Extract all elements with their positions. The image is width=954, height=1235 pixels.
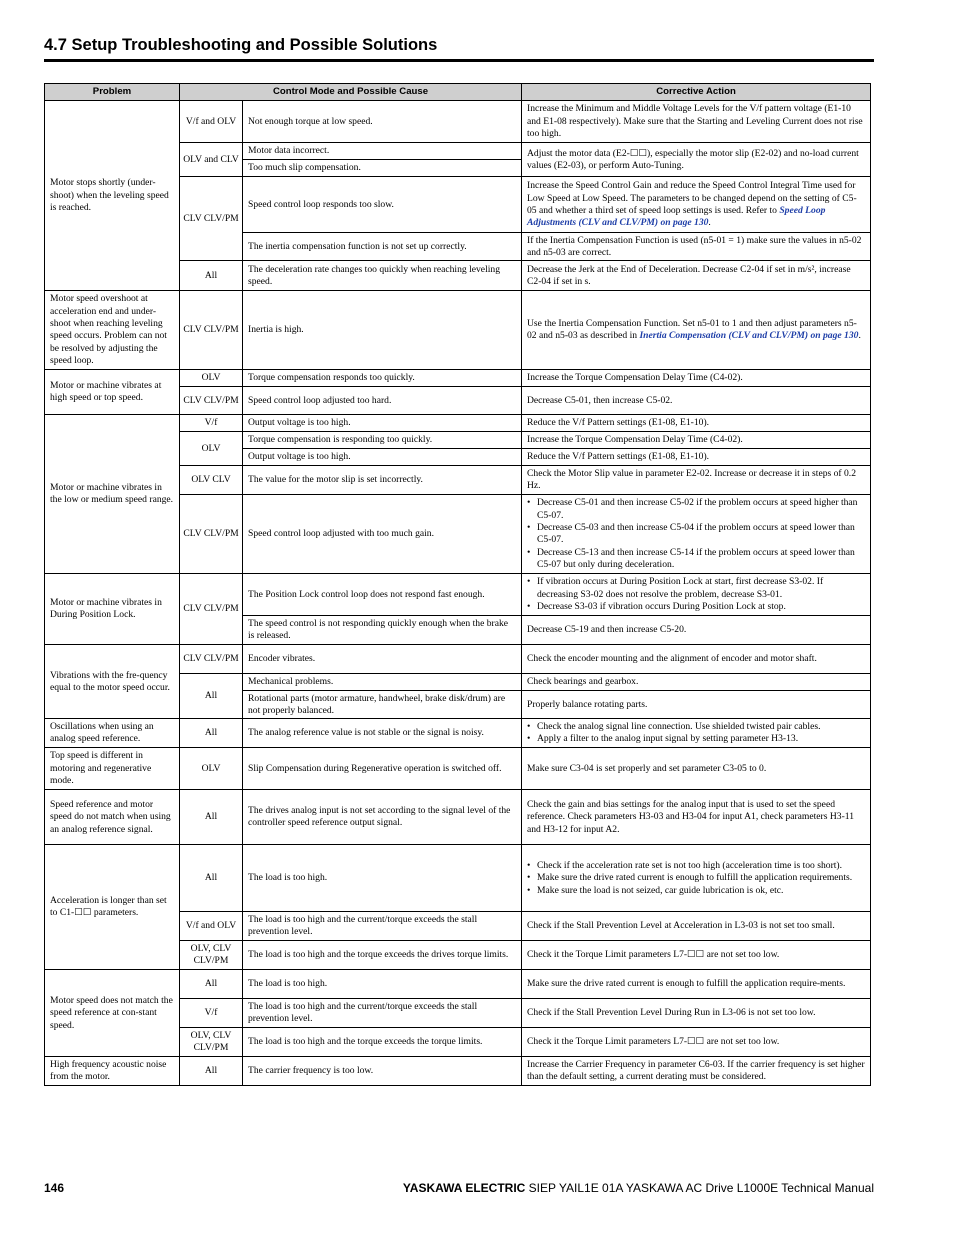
problem-cell: High frequency acoustic noise from the motor. (45, 1057, 180, 1086)
list-item: • Decrease C5-01 and then increase C5-02 if the problem occurs at speed higher than C5-07. (527, 497, 865, 522)
cause-cell: Mechanical problems. (243, 674, 522, 691)
mode-cell: All (180, 845, 243, 912)
inertia-compensation-page-link[interactable]: Inertia Compensation (CLV and CLV/PM) on page 130 (639, 330, 859, 342)
header-mode-cause: Control Mode and Possible Cause (180, 84, 522, 101)
cause-cell: The load is too high and the torque exceeds the drives torque limits. (243, 941, 522, 970)
cause-cell: Output voltage is too high. (243, 449, 522, 466)
problem-cell: Motor or machine vibrates at high speed or top speed. (45, 370, 180, 415)
cause-cell: Too much slip compensation. (243, 160, 522, 177)
mode-cell: All (180, 719, 243, 748)
action-cell (522, 845, 871, 912)
problem-cell: Motor stops shortly (under-shoot) when the leveling speed is reached. (45, 101, 180, 291)
problem-cell: Top speed is different in motoring and regenerative mode. (45, 748, 180, 790)
action-cell: Check the Motor Slip value in parameter E2-02. Increase or decrease it in steps of 0.2 Hz. (522, 466, 871, 495)
list-item: • Apply a filter to the analog input signal by setting parameter H3-13. (527, 733, 865, 745)
action-cell: Check the gain and bias settings for the analog input that is used to set the speed reference. Check parameters H3-03 and H3-04 for input A1, check parameters H3-11 and H3-12 for input A2. (522, 790, 871, 845)
mode-cell: All (180, 1057, 243, 1086)
list-item: • Decrease C5-03 and then increase C5-04 if the problem occurs at speed lower than C5-07. (527, 522, 865, 547)
mode-cell: OLV CLV (180, 466, 243, 495)
mode-cell: V/f (180, 415, 243, 432)
cause-cell: Encoder vibrates. (243, 645, 522, 674)
problem-cell: Motor speed overshoot at acceleration end and under-shoot when reaching leveling speed occurs. Problem can not be resolved by adjusting the speed loop. (45, 291, 180, 370)
mode-cell: CLV CLV/PM (180, 574, 243, 645)
mode-cell: CLV CLV/PM (180, 291, 243, 370)
mode-cell: V/f (180, 999, 243, 1028)
problem-cell: Vibrations with the fre-quency equal to the motor speed occur. (45, 645, 180, 719)
action-cell: Properly balance rotating parts. (522, 691, 871, 719)
action-cell: Increase the Carrier Frequency in parameter C6-03. If the carrier frequency is set higher than the default setting, a current derating must be considered. (522, 1057, 871, 1086)
cause-cell: Rotational parts (motor armature, handwheel, brake disk/drum) are not properly balanced. (243, 691, 522, 719)
action-cell: If the Inertia Compensation Function is used (n5-01 = 1) make sure the values in n5-02 and n5-03 are correct. (522, 233, 871, 261)
action-cell: Decrease C5-19 and then increase C5-20. (522, 616, 871, 645)
cause-cell: The value for the motor slip is set incorrectly. (243, 466, 522, 495)
action-cell (522, 495, 871, 574)
header-corrective-action: Corrective Action (522, 84, 871, 101)
mode-cell: OLV (180, 370, 243, 387)
action-cell: Check it the Torque Limit parameters L7-☐☐ are not set too low. (522, 941, 871, 970)
action-cell: Increase the Torque Compensation Delay Time (C4-02). (522, 432, 871, 449)
problem-cell: Speed reference and motor speed do not match when using an analog reference signal. (45, 790, 180, 845)
cause-cell: The analog reference value is not stable or the signal is noisy. (243, 719, 522, 748)
mode-cell: CLV CLV/PM (180, 387, 243, 415)
footer-brand: YASKAWA ELECTRIC (402, 1181, 526, 1195)
action-cell: Check the encoder mounting and the alignment of encoder and motor shaft. (522, 645, 871, 674)
cause-cell: The Position Lock control loop does not respond fast enough. (243, 574, 522, 616)
mode-cell: OLV, CLV CLV/PM (180, 1028, 243, 1057)
mode-cell: All (180, 674, 243, 719)
list-item: • Make sure the load is not seized, car guide lubrication is ok, etc. (527, 885, 865, 897)
action-cell: Reduce the V/f Pattern settings (E1-08, E1-10). (522, 449, 871, 466)
cause-cell: The carrier frequency is too low. (243, 1057, 522, 1086)
cause-cell: The speed control is not responding quickly enough when the brake is released. (243, 616, 522, 645)
cause-cell: The load is too high. (243, 845, 522, 912)
cause-cell: The inertia compensation function is not set up correctly. (243, 233, 522, 261)
action-cell (522, 574, 871, 616)
cause-cell: The load is too high. (243, 970, 522, 999)
problem-cell: Acceleration is longer than set to C1-☐☐ parameters. (45, 845, 180, 970)
problem-cell: Motor or machine vibrates in the low or medium speed range. (45, 415, 180, 574)
speed-loop-page-link[interactable]: Speed Loop Adjustments (CLV and CLV/PM) on page 130 (527, 204, 826, 229)
mode-cell: OLV (180, 748, 243, 790)
action-cell: Make sure C3-04 is set properly and set parameter C3-05 to 0. (522, 748, 871, 790)
action-cell: Decrease the Jerk at the End of Deceleration. Decrease C2-04 if set in m/s², increase C2-04 if set in s. (522, 261, 871, 291)
mode-cell: V/f and OLV (180, 912, 243, 941)
action-bullet-list (527, 721, 865, 746)
action-cell: Check bearings and gearbox. (522, 674, 871, 691)
cause-cell: Slip Compensation during Regenerative operation is switched off. (243, 748, 522, 790)
action-bullet-list (527, 497, 865, 571)
mode-cell: CLV CLV/PM (180, 645, 243, 674)
mode-cell: CLV CLV/PM (180, 177, 243, 261)
action-cell (522, 719, 871, 748)
problem-cell: Motor or machine vibrates in During Position Lock. (45, 574, 180, 645)
list-item: • Make sure the drive rated current is enough to fulfill the application requirements. (527, 872, 865, 884)
list-item: • Decrease C5-13 and then increase C5-14 if the problem occurs at speed lower than C5-07 but only during deceleration. (527, 547, 865, 572)
problem-cell: Oscillations when using an analog speed reference. (45, 719, 180, 748)
cause-cell: Motor data incorrect. (243, 143, 522, 160)
mode-cell: All (180, 261, 243, 291)
cause-cell: Speed control loop adjusted with too much gain. (243, 495, 522, 574)
action-cell: Check if the Stall Prevention Level at Acceleration in L3-03 is not set too small. (522, 912, 871, 941)
cause-cell: The deceleration rate changes too quickly when reaching leveling speed. (243, 261, 522, 291)
action-bullet-list (527, 576, 865, 613)
action-cell: Check it the Torque Limit parameters L7-☐☐ are not set too low. (522, 1028, 871, 1057)
cause-cell: Inertia is high. (243, 291, 522, 370)
mode-cell: OLV and CLV (180, 143, 243, 177)
action-cell: Make sure the drive rated current is enough to fulfill the application require-ments. (522, 970, 871, 999)
cause-cell: Torque compensation is responding too quickly. (243, 432, 522, 449)
action-cell: Increase the Minimum and Middle Voltage Levels for the V/f pattern voltage (E1-10 and E1-08 respectively). Make sure that the Starting and Leveling Current does not rise too high. (522, 101, 871, 143)
footer-document-title (403, 1181, 874, 1195)
troubleshooting-table (44, 83, 871, 1086)
list-item: • If vibration occurs at During Position Lock at start, first decrease S3-02. If decreasing S3-02 does not resolve the problem, decrease S3-01. (527, 576, 865, 601)
cause-cell: Speed control loop adjusted too hard. (243, 387, 522, 415)
list-item: • Decrease S3-03 if vibration occurs During Position Lock at stop. (527, 601, 865, 613)
mode-cell: OLV (180, 432, 243, 466)
cause-cell: Not enough torque at low speed. (243, 101, 522, 143)
mode-cell: CLV CLV/PM (180, 495, 243, 574)
action-cell: Decrease C5-01, then increase C5-02. (522, 387, 871, 415)
cause-cell: The load is too high and the torque exceeds the torque limits. (243, 1028, 522, 1057)
cause-cell: The load is too high and the current/torque exceeds the stall prevention level. (243, 999, 522, 1028)
list-item: • Check the analog signal line connection. Use shielded twisted pair cables. (527, 721, 865, 733)
mode-cell: All (180, 790, 243, 845)
action-cell: Check if the Stall Prevention Level During Run in L3-06 is not set too low. (522, 999, 871, 1028)
action-cell: Adjust the motor data (E2-☐☐), especially the motor slip (E2-02) and no-load current values (E2-03), or perform Auto-Tuning. (522, 143, 871, 177)
action-bullet-list (527, 860, 865, 897)
action-cell: Increase the Speed Control Gain and reduce the Speed Control Integral Time used for Low Speed at Low Speed. The parameters to be changed depend on the setting of C5-05 and whether a third set of speed loop settings is used. Refer to Speed Loop Adjustments (CLV and CLV/PM) on page 130. (522, 177, 871, 233)
cause-cell: The load is too high and the current/torque exceeds the stall prevention level. (243, 912, 522, 941)
cause-cell: Output voltage is too high. (243, 415, 522, 432)
action-cell: Reduce the V/f Pattern settings (E1-08, E1-10). (522, 415, 871, 432)
action-cell: Use the Inertia Compensation Function. Set n5-01 to 1 and then adjust parameters n5-02 and n5-03 as described in Inertia Compensation (CLV and CLV/PM) on page 130. (522, 291, 871, 370)
problem-cell: Motor speed does not match the speed reference at con-stant speed. (45, 970, 180, 1057)
action-cell: Increase the Torque Compensation Delay Time (C4-02). (522, 370, 871, 387)
header-problem: Problem (45, 84, 180, 101)
section-title: 4.7 Setup Troubleshooting and Possible Solutions (44, 36, 874, 62)
mode-cell: OLV, CLV CLV/PM (180, 941, 243, 970)
mode-cell: V/f and OLV (180, 101, 243, 143)
footer-manual-name: SIEP YAIL1E 01A YASKAWA AC Drive L1000E Technical Manual (525, 1181, 874, 1195)
cause-cell: Torque compensation responds too quickly. (243, 370, 522, 387)
list-item: • Check if the acceleration rate set is not too high (acceleration time is too short). (527, 860, 865, 872)
cause-cell: Speed control loop responds too slow. (243, 177, 522, 233)
mode-cell: All (180, 970, 243, 999)
cause-cell: The drives analog input is not set according to the signal level of the controller speed reference output signal. (243, 790, 522, 845)
page-number: 146 (44, 1181, 65, 1195)
